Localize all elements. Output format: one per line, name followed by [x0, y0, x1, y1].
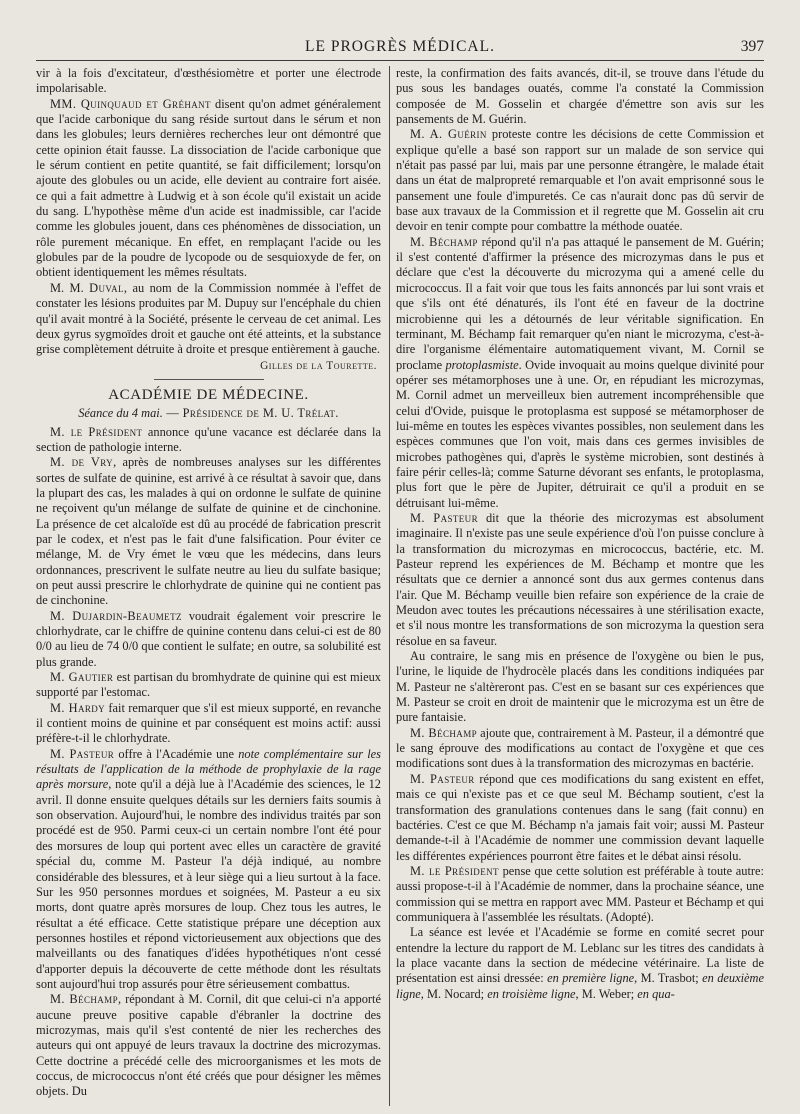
paragraph-continued: reste, la confirmation des faits avancés, dit-il, se trouve dans l'étude du pus sous les bandages ouatés, comme l'a constaté la Commission composée de M. Gosselin et chargée d'émettre son avis sur les pansements de M. Guérin. [396, 66, 764, 127]
page-number: 397 [740, 38, 764, 55]
speaker-name: M. de Vry [50, 455, 114, 470]
speaker-name: M. Pasteur [410, 771, 475, 786]
speaker-name: M. Gautier [50, 670, 114, 685]
left-column [36, 66, 381, 1106]
speaker-name: M. Béchamp [410, 234, 478, 249]
paragraph-president: M. le Président annonce qu'une vacance est déclarée dans la section de pathologie interne. [36, 424, 381, 454]
paragraph-bechamp-blood: M. Béchamp ajoute que, contrairement à M. Pasteur, il a démontré que le sang éprouve des modifications au contact de l'oxygène et que ces modifications sont dues à la transformation des microzymas en bactérie. [396, 725, 764, 771]
session-line [36, 406, 381, 421]
section-separator [154, 379, 264, 380]
paragraph-guerin: M. A. Guérin proteste contre les décisions de cette Commission et explique qu'elle a basé son rapport sur un malade de son service qui n'était pas passé par lui, mais par une personne étrangère, le malade était dans un état de malpropreté remarquable et l'on avait emprisonné sous le pansement une foule d'impuretés. Ce cas n'aurait donc pas dû servir de base aux travaux de la Commission et il regrette que M. Gosselin ait cru devoir en tenir compte pour combattre la méthode ouatée. [396, 127, 764, 234]
paragraph-pasteur-rage: M. Pasteur offre à l'Académie une note complémentaire sur les résultats de l'application de la méthode de prophylaxie de la rage après morsure, note qu'il a déjà lue à l'Académie des sciences, le 12 avril. Il donne ensuite quelques détails sur les derniers faits soumis à son observation. Aujourd'hui, le nombre des individus traités par son procédé est de 950. Parmi ceux-ci un certain nombre l'ont été pour des morsures de loup qui portent avec elles un caractère de gravité spécial du, comme M. Pasteur l'a déjà indiqué, au nombre considérable des blessures, et à leur siège qui a lieu surtout à la face. Sur les 950 personnes mordues et soignées, M. Pasteur a eu six morts, dont quatre après morsures de loup. Chez tous les autres, le résultat a été efficace. Cette statistique prépare une déception aux personnes hostiles et répond victorieusement aux objections que des malveillants ou des fanatiques d'idées hypothétiques n'ont cessé d'apporter depuis la découverte de cette méthode dont les résultats sont aujourd'hui trop assurés pour être sérieusement combattus. [36, 746, 381, 991]
speaker-name: M. Pasteur [50, 746, 115, 761]
paragraph-oxygen: Au contraire, le sang mis en présence de l'oxygène ou bien le pus, l'urine, le liquide de l'hydrocèle placés dans les conditions indiquées par M. Pasteur ne s'altèreront pas. C'est en se basant sur ces expériences que M. Pasteur se croit en droit de maintenir que le microzyma est un être de pure fantaisie. [396, 649, 764, 725]
speaker-name: M. le Président [50, 424, 143, 439]
paragraph-bechamp-reply: M. Béchamp, répondant à M. Cornil, dit que celui-ci n'a apporté aucune preuve positive capable d'ébranler la doctrine des microzymas, mais qu'il s'est contenté de nier les recherches des auteurs qui ont appuyé de leurs travaux la doctrine des microzymas. Cette doctrine a précédé celle des microorganismes et les mots de coccus, de micrococcus n'ont été créés que pour désigner les mêmes objets. Du [36, 992, 381, 1099]
speaker-name: M. Hardy [50, 700, 106, 715]
session-presidency: — Présidence de M. U. Trélat. [162, 406, 339, 421]
right-column [396, 66, 764, 1106]
paragraph-dujardin-beaumetz: M. Dujardin-Beaumetz voudrait également voir prescrire le chlorhydrate, car le chiffre de quinine contenu dans celui-ci est de 80 0/0 au lieu de 74 0/0 que contient le sulfate; en outre, sa solubilité est plus grande. [36, 608, 381, 669]
speaker-name: M. Béchamp [50, 992, 118, 1007]
column-rule [389, 66, 390, 1106]
running-head [36, 36, 764, 61]
paragraph-pasteur-microzymas: M. Pasteur dit que la théorie des microzymas est absolument imaginaire. Il n'existe pas une seule expérience d'où l'on puisse conclure à la transformation du microzymas en micrococcus, bactérie, etc. M. Pasteur reprend les expériences de M. Béchamp et montre que les résultats que ce dernier a annoncé sont dus aux germes contenus dans l'air. Que M. Béchamp veuille bien refaire son expérience de la craie de Meudon avec toutes les précautions nécessaires à une stérilisation exacte, et s'il nous montre les transformations de son microzyma la question sera résolue en sa faveur. [396, 510, 764, 648]
paragraph-president-proposal: M. le Président pense que cette solution est préférable à toute autre: aussi propose-t-il à l'Académie de nommer, dans la prochaine séance, une commission qui se mettra en rapport avec MM. Pasteur et Béchamp et qui communiquera à l'assemblée les résultats. (Adopté). [396, 863, 764, 924]
paragraph-secret-committee: La séance est levée et l'Académie se forme en comité secret pour entendre la lecture du rapport de M. Leblanc sur les titres des candidats à la place vacante dans la section de médecine vétérinaire. La liste de présentation est ainsi dressée: en première ligne, M. Trasbot; en deuxième ligne, M. Nocard; en troisième ligne, M. Weber; en qua- [396, 925, 764, 1001]
speaker-name: M. Béchamp [410, 725, 478, 740]
speaker-name: Duval [89, 280, 124, 295]
journal-title: LE PROGRÈS MÉDICAL. [305, 38, 495, 55]
paragraph-pasteur-commission: M. Pasteur répond que ces modifications du sang existent en effet, mais ce qui n'existe pas et ce que seul M. Béchamp soutient, c'est la transformation des granulations contenues dans le sang (fait connu) en bactéries. C'est ce que M. Béchamp n'a jamais fait voir; aussi M. Pasteur demande-t-il à l'Académie de nommer une commission devant laquelle les différentes expériences pourront être faites et le débat ainsi résolu. [396, 771, 764, 863]
paragraph-gautier: M. Gautier est partisan du bromhydrate de quinine qui est mieux supporté par l'estomac. [36, 670, 381, 700]
paragraph-bechamp-protoplasma: M. Béchamp répond qu'il n'a pas attaqué le pansement de M. Guérin; il s'est contenté d'affirmer la présence des microzymas dans le pus et déclare que c'est la découverte du microzyma qui a amené celle du micrococcus. Il a fait voir que tous les faits annoncés par lui sont vrais et que s'ils ont été dénaturés, ils l'ont été en faveur de la doctrine microbienne qui les a détournés de leur véritable signification. En terminant, M. Béchamp fait remarquer qu'en niant le microzyma, c'est-à-dire l'organisme élémentaire automatiquement vivant, M. Cornil se proclame protoplasmiste. Ovide invoquait au moins quelque divinité pour opérer ses métamorphoses une à une. Or, en répudiant les microzymas, M. Cornil admet un merveilleux bien autrement incompréhensible que celui d'Ovide, puisque le protoplasma est supposé se métamorphoser de lui-même en toutes les espèces vivantes possibles, non seulement dans les espèces communes que l'on voit, mais dans ces germes invisibles de microbes pathogènes qui, d'après le système microbien, sont destinés à faire périr celles-là; comme Saturne dévorant ses enfants, le protoplasma, plus fort que le père de Jupiter, détruirait ce qu'il a produit en se détruisant lui-même. [396, 234, 764, 510]
paragraph-de-vry: M. de Vry, après de nombreuses analyses sur les différentes sortes de sulfate de quinine, est arrivé à ce résultat à savoir que, dans la plupart des cas, les malades à qui on ordonne le sulfate de quinine ne reçoivent qu'un mélange de sulfate de quinine et de cinchonine. La présence de cet alcaloïde est dû au procédé de fabrication prescrit par le codex, et n'est pas le fait d'une falsification. Pour éviter ce mélange, M. de Vry émet le vœu que les médecins, dans leurs ordonnances, prescrivent le sulfate neutre au lieu du sulfate basique; on peut aussi prescrire le chlorhydrate de quinine qui ne contient pas de cinchonine. [36, 455, 381, 608]
author-signature: Gilles de la Tourette. [260, 359, 377, 372]
speaker-name: M. le Président [410, 863, 499, 878]
paragraph-quinquaud-grehant: MM. Quinquaud et Gréhant disent qu'on admet généralement que l'acide carbonique du sang réside surtout dans le sérum et non dans les globules; leurs dernières recherches leur ont démontré que cette opinion était fausse. La dissociation de l'acide carbonique que le sérum contient en petite quantité, se fait difficilement; lorsqu'on ajoute des globules ou un acide, elle devient au contraire fort aisée. ce qui a fait admettre à Ludwig et à son école qu'il existait un acide du sang. L'hypothèse même d'un acide est inadmissible, car l'acide comme les globules jouent, dans ces phénomènes de dissociation, un rôle purement mécanique. En effet, en remplaçant l'acide ou les globules par de la poudre de lycopode ou de sesquioxyde de fer, on obtient identiquement les mêmes résultats. [36, 96, 381, 280]
paragraph-duval: M. M. Duval, au nom de la Commission nommée à l'effet de constater les lésions produites par M. Dupuy sur l'encéphale du chien qu'il avait montré à la Société, présente le cerveau de cet animal. Les deux gyrus sygmoïdes droit et gauche ont été atteints, et la substance grise complètement détruite à droite et presque entièrement à gauche. [36, 280, 381, 357]
speaker-name: MM. Quinquaud et Gréhant [50, 96, 211, 111]
paragraph-continued: vir à la fois d'excitateur, d'œsthésiomètre et porter une électrode impolarisable. [36, 66, 381, 96]
italic-term: protoplasmiste [445, 357, 519, 372]
section-title: ACADÉMIE DE MÉDECINE. [108, 386, 309, 403]
speaker-name: M. A. Guérin [410, 127, 487, 142]
speaker-name: M. Pasteur [410, 510, 478, 525]
paragraph-hardy: M. Hardy fait remarquer que s'il est mieux supporté, en revanche il contient moins de quinine et par conséquent est moins actif: aussi préfère-t-il le chlorhydrate. [36, 700, 381, 746]
cited-note-title: note complémentaire sur les résultats de l'application de la méthode de prophylaxie de la rage après morsure [36, 746, 381, 792]
speaker-name: M. Dujardin-Beaumetz [50, 608, 182, 623]
session-date: Séance du 4 mai. [78, 406, 163, 421]
